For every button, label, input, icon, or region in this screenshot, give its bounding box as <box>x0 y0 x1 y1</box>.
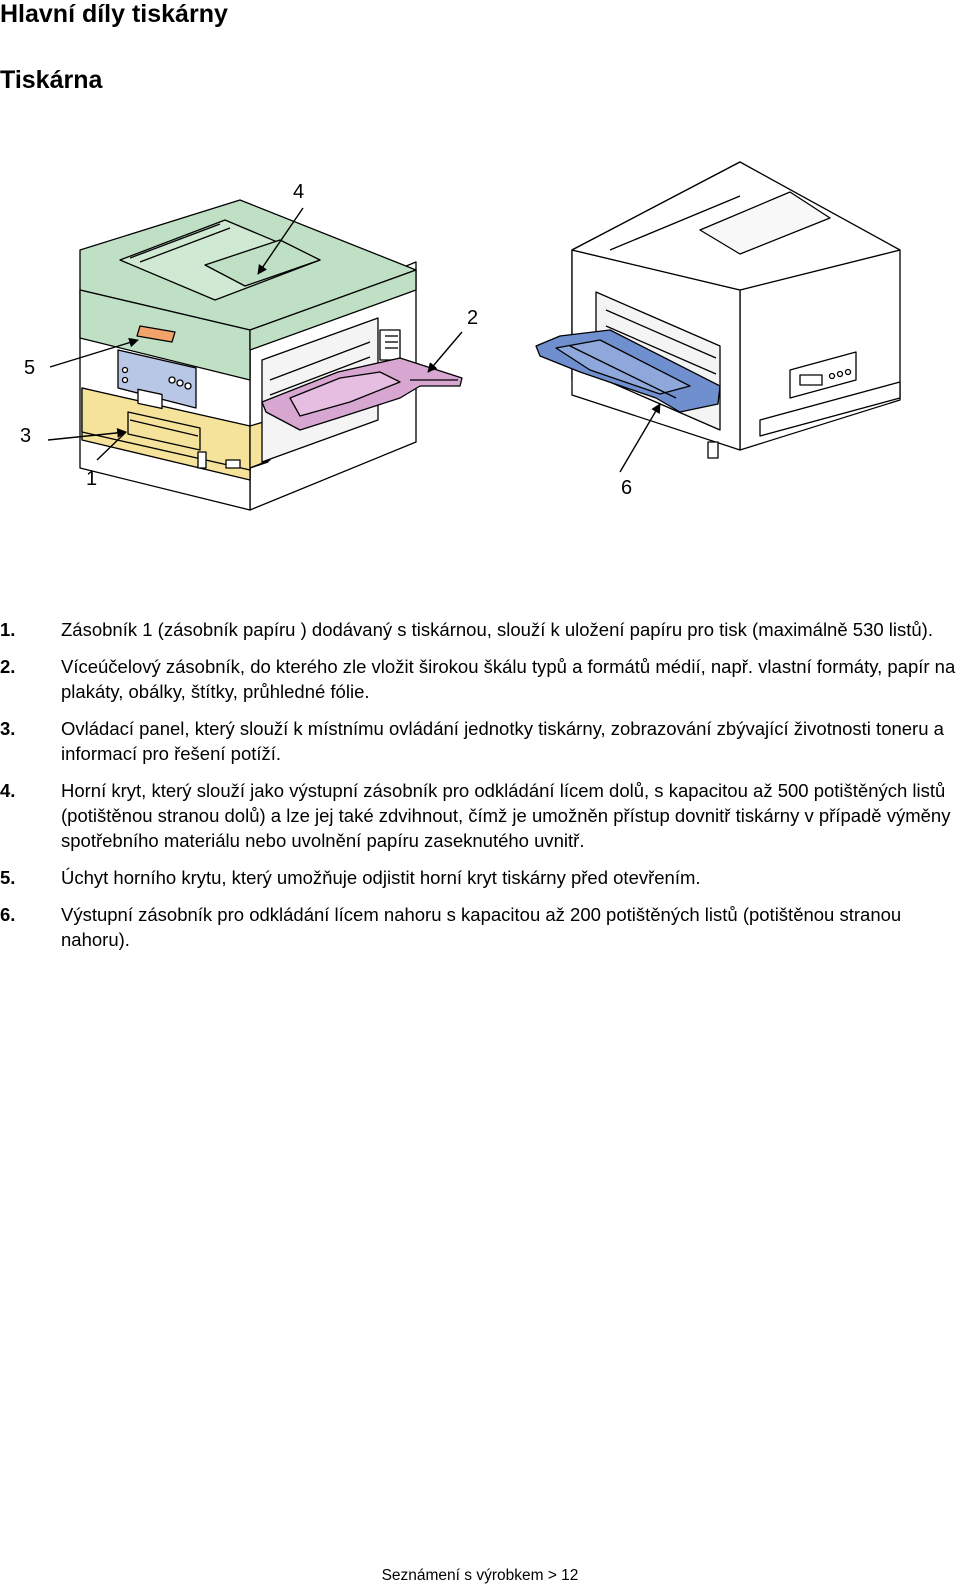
callout-4: 4 <box>293 181 305 203</box>
callout-5: 5 <box>24 357 36 379</box>
printer-figure <box>0 150 960 520</box>
item-text: Úchyt horního krytu, který umožňuje odjistit horní kryt tiskárny před otevřením. <box>61 867 701 888</box>
callout-6: 6 <box>621 477 633 499</box>
page-title: Hlavní díly tiskárny <box>0 0 228 28</box>
item-number: 5. <box>0 867 16 888</box>
list-item <box>0 654 960 704</box>
item-number: 4. <box>0 780 16 801</box>
parts-list <box>0 617 960 964</box>
callout-1: 1 <box>86 468 98 490</box>
printer-illustration <box>0 150 960 520</box>
right-printer <box>536 162 900 458</box>
item-number: 6. <box>0 904 16 925</box>
callout-3: 3 <box>20 425 32 447</box>
item-number: 1. <box>0 619 16 640</box>
item-text: Horní kryt, který slouží jako výstupní zásobník pro odkládání lícem dolů, s kapacitou až 500 potištěných listů (potištěnou stranou dolů) a lze jej také zdvihnout, čímž je umožněn přístup dovnitř tiskárny v případě výměny spotřebního materiálu nebo uvolnění papíru zaseknutého uvnitř. <box>61 780 951 851</box>
list-item <box>0 865 960 890</box>
list-item <box>0 902 960 952</box>
left-printer <box>80 200 462 510</box>
callout-2: 2 <box>467 307 479 329</box>
list-item <box>0 617 960 642</box>
item-text: Výstupní zásobník pro odkládání lícem nahoru s kapacitou až 200 potištěných listů (potištěnou stranou nahoru). <box>61 904 902 950</box>
item-text: Zásobník 1 (zásobník papíru ) dodávaný s tiskárnou, slouží k uložení papíru pro tisk (maximálně 530 listů). <box>61 619 933 640</box>
list-item <box>0 778 960 853</box>
footer-text: Seznámení s výrobkem > 12 <box>381 1567 579 1584</box>
item-text: Ovládací panel, který slouží k místnímu ovládání jednotky tiskárny, zobrazování zbývající životnosti toneru a informací pro řešení potíží. <box>61 718 944 764</box>
item-text: Víceúčelový zásobník, do kterého zle vložit širokou škálu typů a formátů médií, např. vlastní formáty, papír na plakáty, obálky, štítky, průhledné fólie. <box>61 656 956 702</box>
list-item <box>0 716 960 766</box>
section-title: Tiskárna <box>0 66 103 94</box>
item-number: 2. <box>0 656 16 677</box>
item-number: 3. <box>0 718 16 739</box>
page-footer <box>0 1567 960 1585</box>
